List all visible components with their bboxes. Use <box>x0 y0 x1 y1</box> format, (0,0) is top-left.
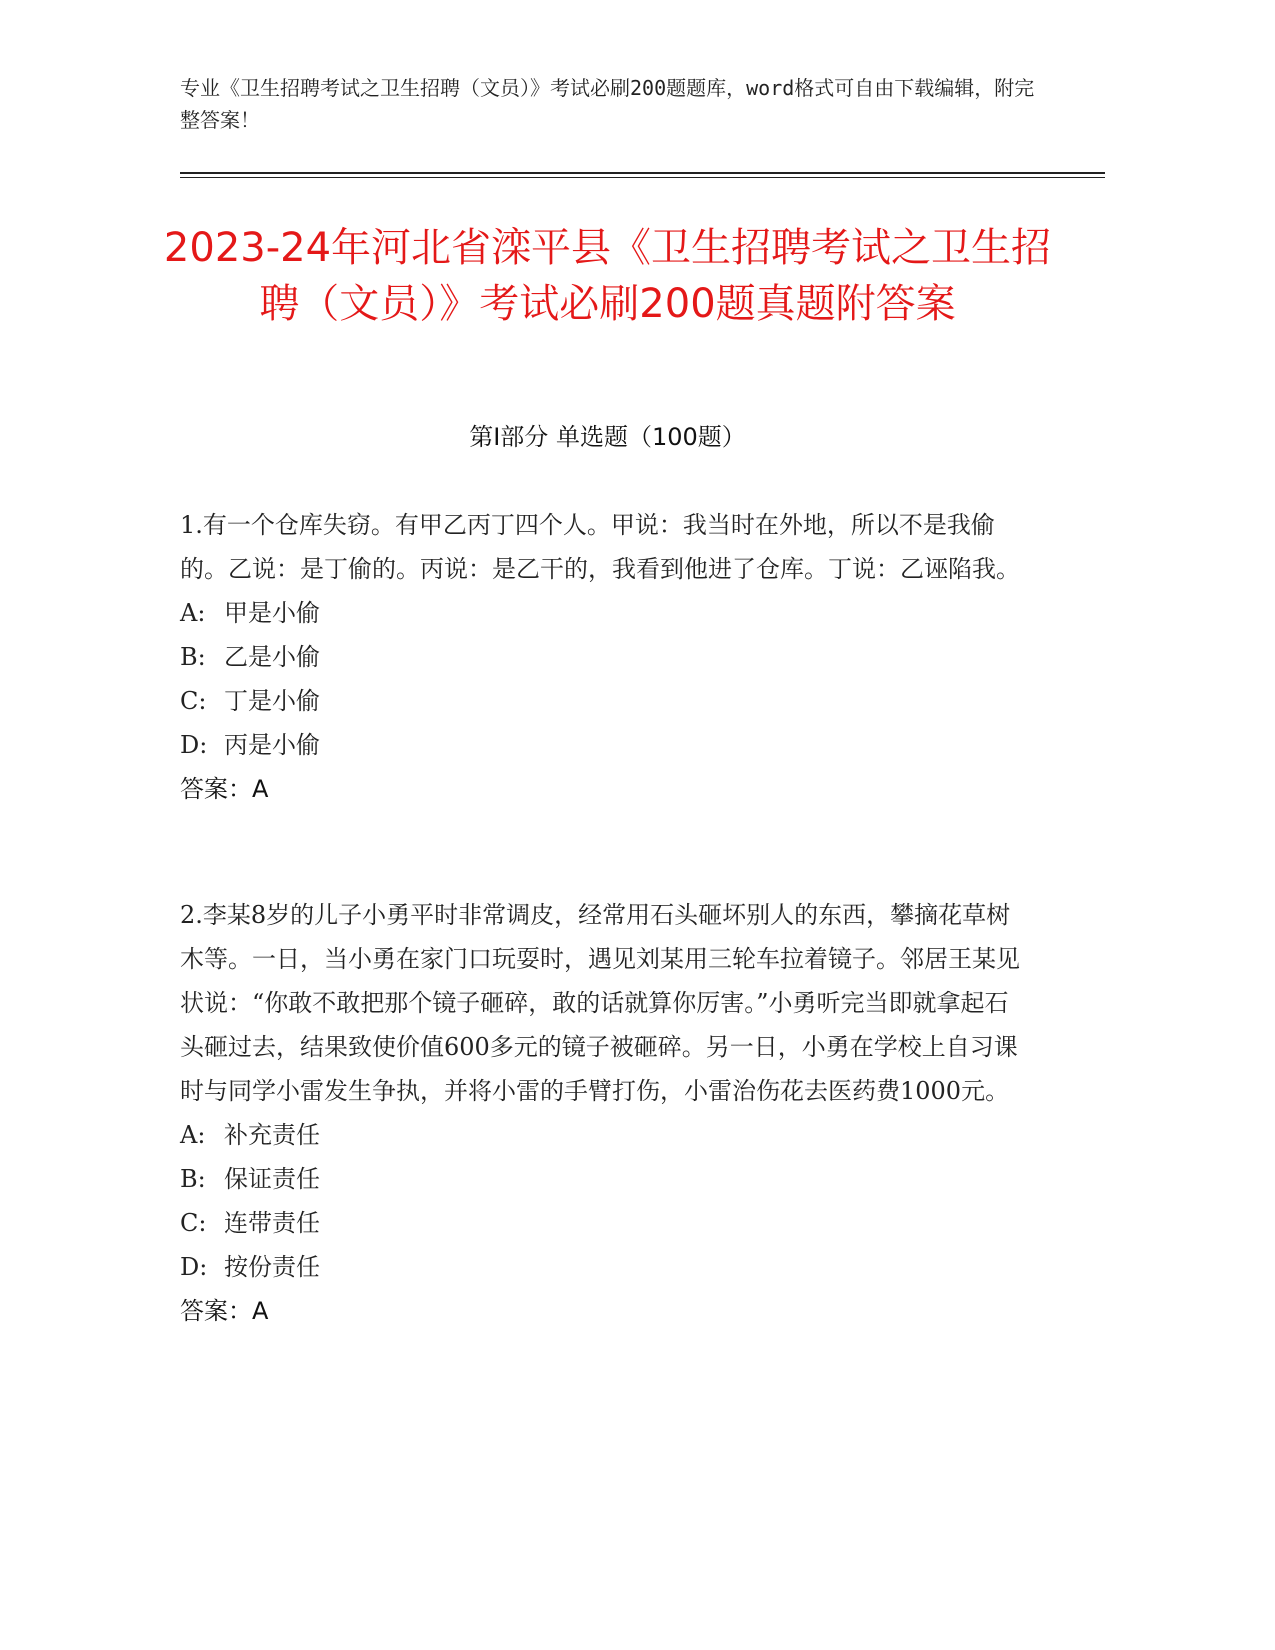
option-d <box>180 723 1020 767</box>
option-key: A: <box>180 1121 206 1149</box>
option-text: 补充责任 <box>224 1121 320 1149</box>
option-d <box>180 1245 1020 1289</box>
header-divider-thin <box>180 177 1105 178</box>
option-text: 乙是小偷 <box>224 643 320 671</box>
option-c <box>180 679 1020 723</box>
header-divider-thick <box>180 172 1105 174</box>
option-key: C: <box>180 687 207 715</box>
answer: 答案：A <box>180 1297 269 1325</box>
option-a <box>180 591 1020 635</box>
option-text: 丙是小偷 <box>224 731 320 759</box>
question-stem: 2.李某8岁的儿子小勇平时非常调皮，经常用石头砸坏别人的东西，攀摘花草树木等。一日，当小勇在家门口玩耍时，遇见刘某用三轮车拉着镜子。邻居王某见状说：“你敢不敢把那个镜子砸碎，敢的话就算你厉害。”小勇听完当即就拿起石头砸过去，结果致使价值600多元的镜子被砸碎。另一日，小勇在学校上自习课时与同学小雷发生争执，并将小雷的手臂打伤，小雷治伤花去医药费1000元。 <box>180 901 1020 1105</box>
option-text: 丁是小偷 <box>224 687 320 715</box>
question-stem: 1.有一个仓库失窃。有甲乙丙丁四个人。甲说：我当时在外地，所以不是我偷的。乙说：是丁偷的。丙说：是乙干的，我看到他进了仓库。丁说：乙诬陷我。 <box>180 511 1020 583</box>
option-a <box>180 1113 1020 1157</box>
option-key: C: <box>180 1209 207 1237</box>
option-key: D: <box>180 1253 208 1281</box>
answer: 答案：A <box>180 775 269 803</box>
option-key: D: <box>180 731 208 759</box>
option-key: A: <box>180 599 206 627</box>
document-title: 2023-24年河北省滦平县《卫生招聘考试之卫生招聘（文员）》考试必刷200题真题附答案 <box>163 225 1052 327</box>
option-text: 按份责任 <box>224 1253 320 1281</box>
option-text: 甲是小偷 <box>224 599 320 627</box>
option-b <box>180 1157 1020 1201</box>
header-note: 专业《卫生招聘考试之卫生招聘（文员）》考试必刷200题题库，word格式可自由下载编辑，附完整答案！ <box>180 76 1035 132</box>
option-key: B: <box>180 1165 206 1193</box>
option-text: 保证责任 <box>224 1165 320 1193</box>
option-text: 连带责任 <box>224 1209 320 1237</box>
option-key: B: <box>180 643 206 671</box>
question-2 <box>180 893 1020 1333</box>
option-b <box>180 635 1020 679</box>
option-c <box>180 1201 1020 1245</box>
question-1 <box>180 503 1020 811</box>
section-title: 第Ⅰ部分 单选题（100题） <box>469 423 746 451</box>
